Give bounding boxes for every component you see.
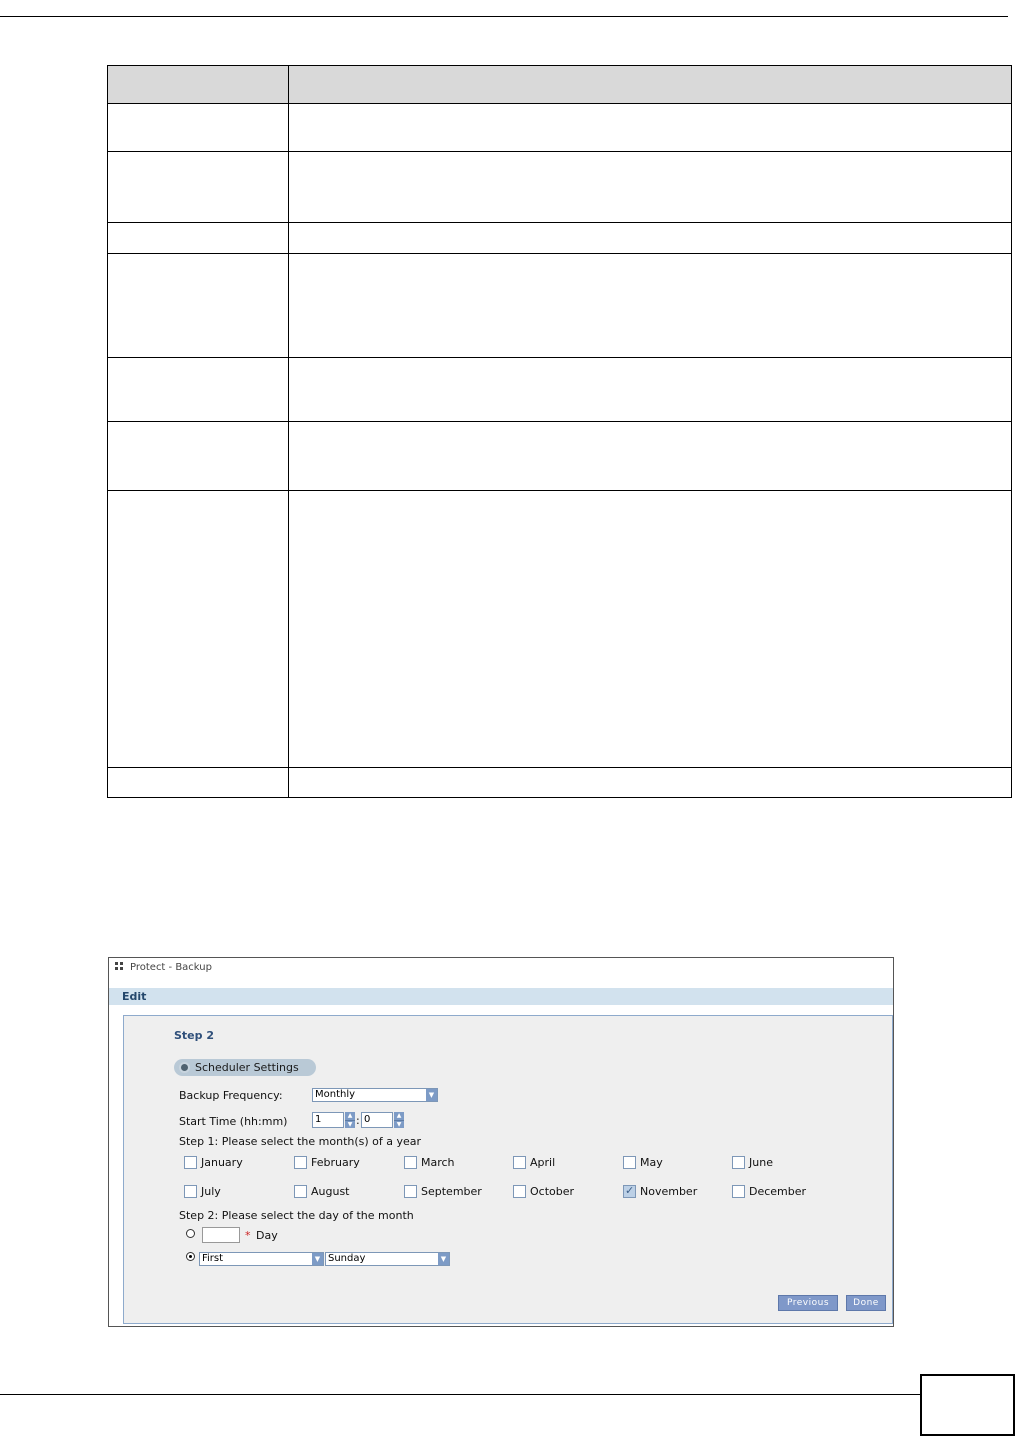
chevron-down-icon[interactable]: ▼ xyxy=(312,1253,323,1265)
start-hour-input[interactable] xyxy=(312,1112,344,1128)
table-row xyxy=(108,358,1012,422)
step-title: Step 2 xyxy=(174,1029,214,1042)
table-cell xyxy=(108,491,289,768)
chevron-down-icon[interactable]: ▼ xyxy=(426,1089,437,1101)
start-time-label: Start Time (hh:mm) xyxy=(179,1115,288,1128)
description-table xyxy=(107,65,1012,798)
header-rule xyxy=(0,16,1008,17)
month-checkbox[interactable] xyxy=(184,1185,197,1198)
scheduler-settings-tab[interactable] xyxy=(174,1059,316,1076)
month-checkbox[interactable] xyxy=(404,1185,417,1198)
table-row xyxy=(108,422,1012,491)
month-label: August xyxy=(311,1185,350,1198)
edit-panel xyxy=(123,1015,893,1324)
day-instruction: Step 2: Please select the day of the month xyxy=(179,1209,414,1222)
check-icon: ✓ xyxy=(625,1184,635,1197)
chevron-down-icon[interactable]: ▼ xyxy=(394,1120,404,1128)
backup-frequency-value: Monthly xyxy=(315,1089,356,1100)
table-cell xyxy=(289,66,1012,104)
table-cell xyxy=(289,422,1012,491)
month-label: May xyxy=(640,1156,663,1169)
month-checkbox[interactable] xyxy=(294,1185,307,1198)
edit-bar xyxy=(109,988,894,1005)
month-checkbox[interactable] xyxy=(623,1156,636,1169)
month-checkbox[interactable] xyxy=(513,1156,526,1169)
month-checkbox[interactable] xyxy=(294,1156,307,1169)
table-cell xyxy=(108,254,289,358)
month-label: June xyxy=(749,1156,773,1169)
table-cell xyxy=(289,491,1012,768)
grid-icon xyxy=(115,962,124,971)
table-cell xyxy=(108,104,289,152)
table-cell xyxy=(289,223,1012,254)
table-cell xyxy=(289,358,1012,422)
table-cell xyxy=(289,254,1012,358)
window-title xyxy=(115,962,212,973)
table-row xyxy=(108,491,1012,768)
day-input[interactable] xyxy=(202,1227,240,1243)
day-label: Day xyxy=(256,1229,278,1242)
hour-spinner[interactable] xyxy=(345,1112,355,1128)
backup-frequency-select[interactable] xyxy=(312,1088,438,1102)
month-checkbox[interactable] xyxy=(404,1156,417,1169)
table-cell xyxy=(289,104,1012,152)
months-instruction: Step 1: Please select the month(s) of a year xyxy=(179,1135,422,1148)
month-label: October xyxy=(530,1185,575,1198)
table-cell xyxy=(108,358,289,422)
required-marker: * xyxy=(245,1229,251,1242)
table-row xyxy=(108,152,1012,223)
page-number-box xyxy=(920,1374,1015,1436)
start-hour-value: 1 xyxy=(315,1114,322,1125)
edit-label: Edit xyxy=(122,990,147,1003)
minute-spinner[interactable] xyxy=(394,1112,404,1128)
month-checkbox[interactable] xyxy=(732,1185,745,1198)
month-checkbox[interactable] xyxy=(184,1156,197,1169)
table-row xyxy=(108,104,1012,152)
day-number-radio[interactable] xyxy=(186,1229,195,1238)
table-row xyxy=(108,254,1012,358)
weekday-select[interactable] xyxy=(325,1252,450,1266)
ordinal-select[interactable] xyxy=(199,1252,324,1266)
month-label: January xyxy=(201,1156,243,1169)
time-separator: : xyxy=(356,1114,360,1127)
scheduler-settings-label: Scheduler Settings xyxy=(195,1061,299,1074)
month-label: March xyxy=(421,1156,455,1169)
month-label: November xyxy=(640,1185,698,1198)
table-cell xyxy=(108,223,289,254)
bullet-icon xyxy=(179,1062,190,1073)
month-label: April xyxy=(530,1156,556,1169)
table-row xyxy=(108,223,1012,254)
footer-rule xyxy=(0,1394,922,1395)
table-cell xyxy=(289,152,1012,223)
table-cell xyxy=(108,768,289,798)
table-cell xyxy=(108,66,289,104)
month-checkbox-checked[interactable] xyxy=(623,1185,636,1198)
table-cell xyxy=(289,768,1012,798)
month-label: July xyxy=(201,1185,221,1198)
table-cell xyxy=(108,152,289,223)
month-checkbox[interactable] xyxy=(513,1185,526,1198)
month-label: February xyxy=(311,1156,360,1169)
start-minute-input[interactable] xyxy=(361,1112,393,1128)
table-row xyxy=(108,768,1012,798)
month-label: September xyxy=(421,1185,482,1198)
window-title-text: Protect - Backup xyxy=(130,962,212,973)
chevron-up-icon[interactable]: ▲ xyxy=(396,1112,402,1119)
backup-frequency-label: Backup Frequency: xyxy=(179,1089,283,1102)
weekday-value: Sunday xyxy=(328,1253,366,1264)
table-cell xyxy=(108,422,289,491)
scheduler-screenshot xyxy=(108,957,894,1327)
weekday-radio[interactable] xyxy=(186,1252,195,1261)
ordinal-value: First xyxy=(202,1253,224,1264)
start-minute-value: 0 xyxy=(364,1114,371,1125)
table-header-row xyxy=(108,66,1012,104)
chevron-down-icon[interactable]: ▼ xyxy=(438,1253,449,1265)
chevron-up-icon[interactable]: ▲ xyxy=(347,1112,353,1119)
month-checkbox[interactable] xyxy=(732,1156,745,1169)
chevron-down-icon[interactable]: ▼ xyxy=(345,1120,355,1128)
previous-button[interactable]: Previous xyxy=(778,1295,838,1311)
done-button[interactable]: Done xyxy=(846,1295,886,1311)
month-label: December xyxy=(749,1185,807,1198)
